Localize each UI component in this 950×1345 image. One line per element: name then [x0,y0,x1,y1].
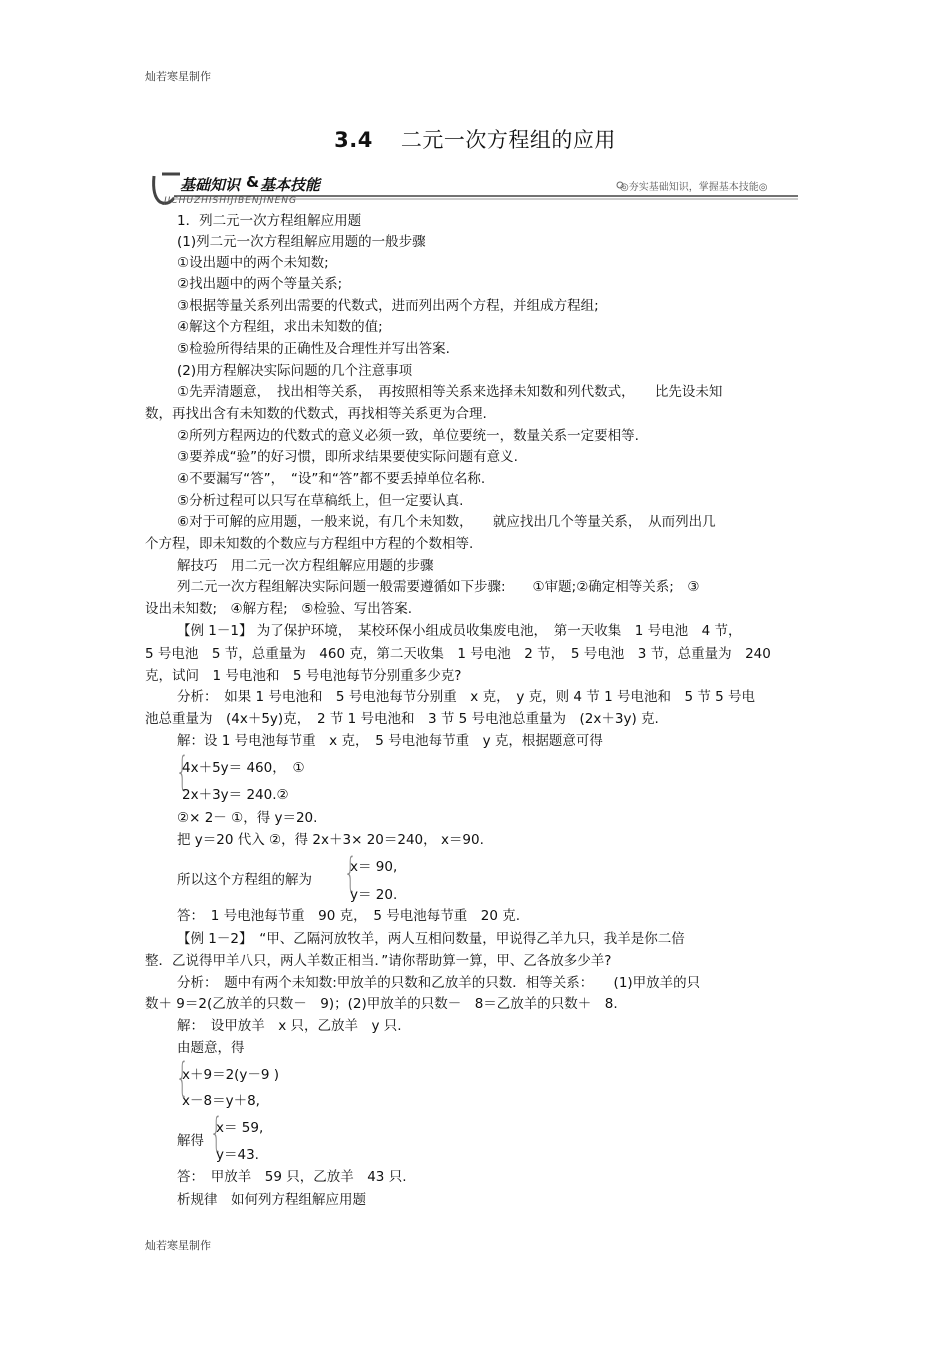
text-line: ③要养成“验”的好习惯，即所求结果要使实际问题有意义. [177,449,518,465]
page-title [0,124,950,154]
text-line: ①设出题中的两个未知数; [177,255,329,271]
equation-line: 4x＋5y＝ 460， ① [182,760,305,776]
example-line: 克，试问 1 号电池和 5 号电池每节分别重多少克? [145,668,462,684]
footer-watermark: 灿若寒星制作 [145,1239,211,1252]
banner-sep: & [246,173,260,191]
text-line: 解：设 1 号电池每节重 x 克， 5 号电池每节重 y 克，根据题意可得 [177,733,603,749]
text-line: (1)列二元一次方程组解应用题的一般步骤 [177,234,426,250]
text-line: ②所列方程两边的代数式的意义必须一致，单位要统一，数量关系一定要相等. [177,428,639,444]
text-line: 解： 设甲放羊 x 只，乙放羊 y 只. [177,1018,402,1034]
text-line: ⑤检验所得结果的正确性及合理性并写出答案. [177,341,450,357]
text-line: 个方程，即未知数的个数应与方程组中方程的个数相等. [145,536,474,552]
banner-pinyin: JICHUZHISHIJIBENJINENG [164,196,298,206]
text-line: 分析： 题中有两个未知数:甲放羊的只数和乙放羊的只数．相等关系： (1)甲放羊的只 [177,975,701,991]
solution-brace: { [210,1110,223,1156]
equation-brace: { [176,1055,189,1101]
equation-line: x＋9＝2(y－9 ) [182,1067,280,1083]
text-line: 数，再找出含有未知数的代数式，再找相等关系更为合理. [145,406,487,422]
equation-line: x－8＝y＋8, [182,1093,260,1109]
text-line: ④不要漏写“答”， “设”和“答”都不要丢掉单位名称. [177,471,486,487]
equation-brace: { [176,749,189,795]
example-line: 【例 1－2】 “甲、乙隔河放牧羊，两人互相问数量，甲说得乙羊九只，我羊是你二倍 [177,931,685,947]
solution-brace: { [344,850,357,896]
text-line: 把 y＝20 代入 ②，得 2x＋3× 20＝240， x＝90. [177,832,484,848]
banner-sub: 基本技能 [260,176,321,194]
solution-line: y＝ 20. [350,887,398,903]
example-line: 【例 1－1】 为了保护环境， 某校环保小组成员收集废电池， 第一天收集 1 号电池 4 节， [177,623,742,639]
section-number: 3.4 [334,128,373,152]
header-watermark: 灿若寒星制作 [145,70,211,83]
text-line: ③根据等量关系列出需要的代数式，进而列出两个方程，并组成方程组; [177,298,599,314]
text-line: 池总重量为 (4x＋5y)克， 2 节 1 号电池和 3 节 5 号电池总重量为 (2x＋3y) 克. [145,711,659,727]
example-line: 整．乙说得甲羊八只，两人羊数正相当．”请你帮助算一算，甲、乙各放多少羊? [145,953,612,969]
text-line: ②找出题中的两个等量关系; [177,276,343,292]
solution-line: x＝ 90, [350,859,398,875]
text-line: ⑤分析过程可以只写在草稿纸上，但一定要认真. [177,493,464,509]
text-line: (2)用方程解决实际问题的几个注意事项 [177,363,413,379]
text-line: 所以这个方程组的解为 [177,872,312,888]
text-line: 数＋ 9＝2(乙放羊的只数－ 9)；(2)甲放羊的只数－ 8＝乙放羊的只数＋ 8. [145,996,618,1012]
text-line: 由题意，得 [177,1040,245,1056]
text-line: 1．列二元一次方程组解应用题 [177,213,362,229]
text-line: ④解这个方程组，求出未知数的值; [177,319,383,335]
tip-heading: 析规律 如何列方程组解应用题 [177,1192,366,1208]
text-line: ①先弄清题意， 找出相等关系， 再按照相等关系来选择未知数和列代数式， 比先设未知 [177,384,723,400]
example-line: 5 号电池 5 节，总重量为 460 克，第二天收集 1 号电池 2 节， 5 号电池 3 节，总重量为 240 [145,646,771,662]
solution-line: x＝ 59, [216,1120,264,1136]
text-line: 列二元一次方程组解决实际问题一般需要遵循如下步骤: ①审题;②确定相等关系; ③ [177,579,700,595]
tip-heading: 解技巧 用二元一次方程组解应用题的步骤 [177,558,434,574]
banner-main: 基础知识 [180,176,241,194]
answer-line: 答： 甲放羊 59 只，乙放羊 43 只. [177,1169,407,1185]
text-line: ⑥对于可解的应用题，一般来说，有几个未知数， 就应找出几个等量关系， 从而列出几 [177,514,716,530]
banner-motto: ◎夯实基础知识，掌握基本技能◎ [620,182,768,193]
solution-line: y＝43. [216,1147,259,1163]
text-line: 解得 [177,1133,204,1149]
text-line: 分析： 如果 1 号电池和 5 号电池每节分别重 x 克， y 克，则 4 节 1 号电池和 5 节 5 号电 [177,689,756,705]
text-line: ②× 2－ ①，得 y＝20. [177,810,318,826]
equation-line: 2x＋3y＝ 240.② [182,787,289,803]
section-banner [150,172,800,208]
section-title: 二元一次方程组的应用 [400,128,616,152]
text-line: 设出未知数; ④解方程; ⑤检验、写出答案. [145,601,413,617]
answer-line: 答： 1 号电池每节重 90 克， 5 号电池每节重 20 克. [177,908,520,924]
